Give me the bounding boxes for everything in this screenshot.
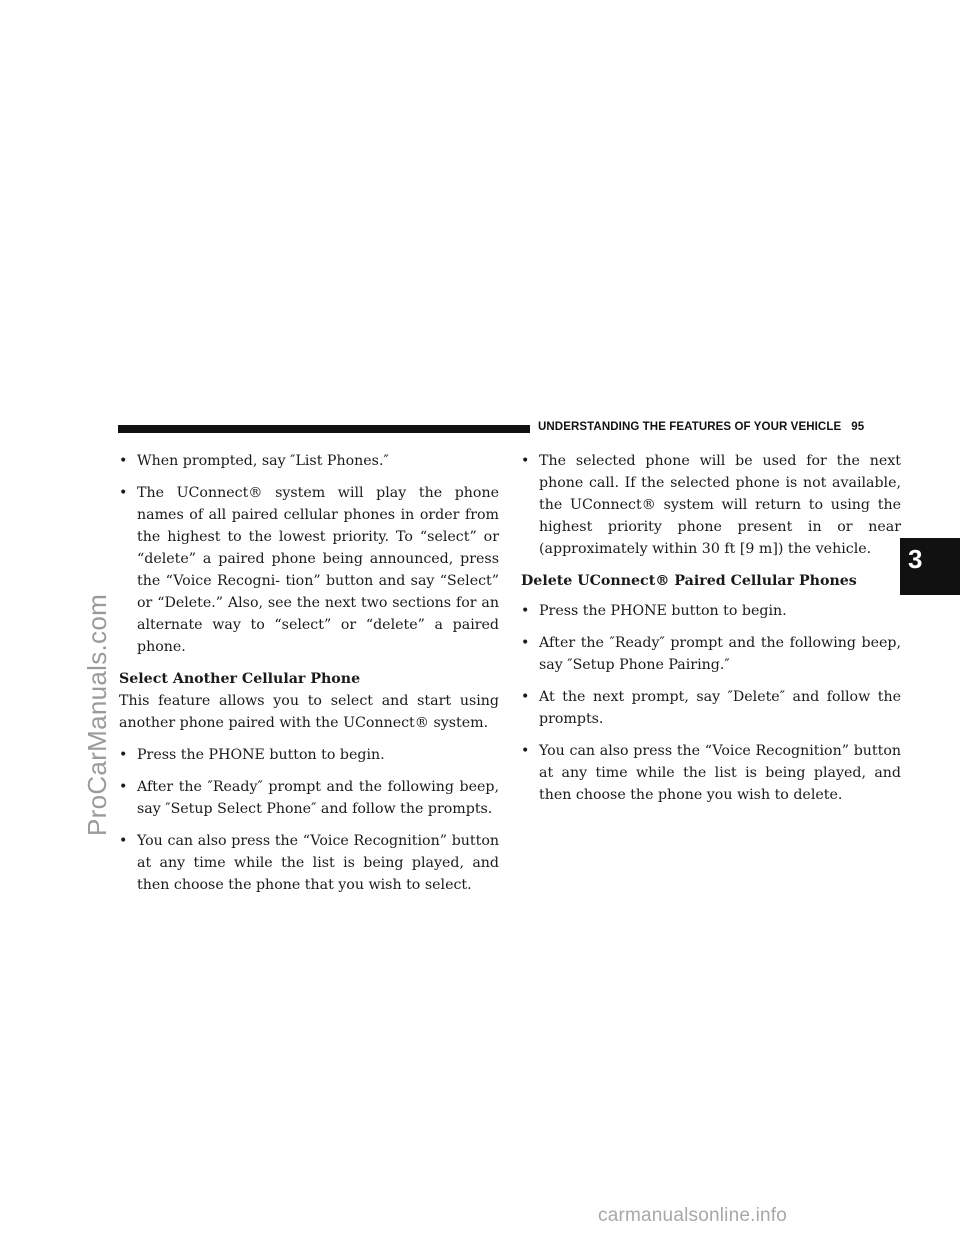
left-column bbox=[119, 450, 499, 906]
bullet-icon: • bbox=[521, 603, 530, 619]
section-heading: Delete UConnect® Paired Cellular Phones bbox=[521, 573, 857, 589]
bullet-icon: • bbox=[119, 453, 128, 469]
list-item: • When prompted, say ″List Phones.″ bbox=[119, 450, 499, 472]
header-title: UNDERSTANDING THE FEATURES OF YOUR VEHICLE bbox=[538, 421, 842, 433]
list-item: • Press the PHONE button to begin. bbox=[521, 600, 901, 622]
list-item: • After the ″Ready″ prompt and the following beep, say ″Setup Select Phone″ and follow the prompts. bbox=[119, 776, 499, 820]
list-item: • You can also press the “Voice Recognition” button at any time while the list is being played, and then choose the phone you wish to delete. bbox=[521, 740, 901, 806]
header-rule bbox=[118, 425, 530, 433]
bullet-icon: • bbox=[119, 833, 128, 849]
list-item: • The UConnect® system will play the phone names of all paired cellular phones in order from the highest to the lowest priority. To “select” or “delete” a paired phone being announced, press the “Voice Recogni- tion” button and say “Select” or “Delete.” Also, see the next two sections for an alternate way to “select” or “delete” a paired phone. bbox=[119, 482, 499, 658]
right-column bbox=[521, 450, 901, 816]
running-header bbox=[538, 421, 864, 433]
chapter-number: 3 bbox=[908, 544, 923, 574]
side-watermark: ProCarManuals.com bbox=[82, 593, 112, 836]
bullet-icon: • bbox=[119, 485, 128, 501]
list-item: • At the next prompt, say ″Delete″ and follow the prompts. bbox=[521, 686, 901, 730]
list-item: • Press the PHONE button to begin. bbox=[119, 744, 499, 766]
section-paragraph: This feature allows you to select and start using another phone paired with the UConnect® system. bbox=[119, 693, 499, 731]
bullet-icon: • bbox=[119, 747, 128, 763]
page-number: 95 bbox=[851, 421, 865, 433]
bullet-icon: • bbox=[119, 779, 128, 795]
section-heading: Select Another Cellular Phone bbox=[119, 671, 361, 687]
list-item: • After the ″Ready″ prompt and the following beep, say ″Setup Phone Pairing.″ bbox=[521, 632, 901, 676]
chapter-tab bbox=[900, 538, 960, 595]
list-item: • The selected phone will be used for the next phone call. If the selected phone is not available, the UConnect® system will return to using the highest priority phone present in or near (approximately within 30 ft [9 m]) the vehicle. bbox=[521, 450, 901, 560]
bullet-icon: • bbox=[521, 689, 530, 705]
list-item: • You can also press the “Voice Recognition” button at any time while the list is being played, and then choose the phone that you wish to select. bbox=[119, 830, 499, 896]
bullet-icon: • bbox=[521, 743, 530, 759]
bullet-icon: • bbox=[521, 453, 530, 469]
footer-watermark: carmanualsonline.info bbox=[598, 1205, 788, 1226]
bullet-icon: • bbox=[521, 635, 530, 651]
